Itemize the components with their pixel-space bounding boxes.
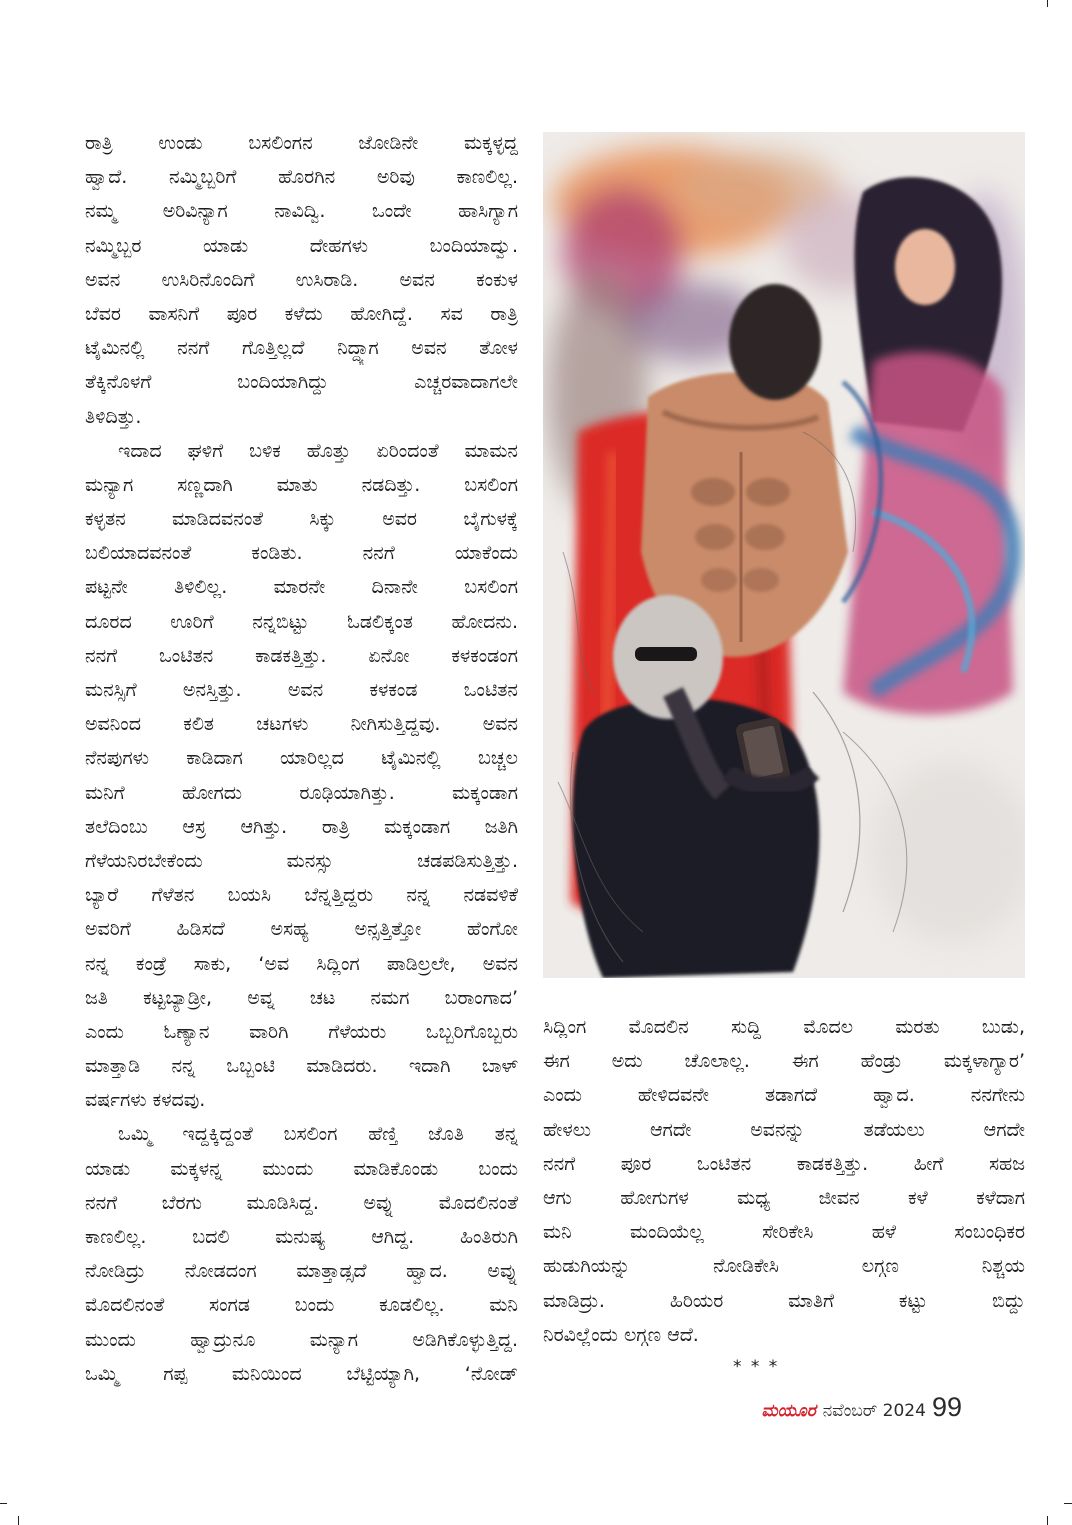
text-line: ತೆಕ್ಕಿನೊಳಗೆ ಬಂದಿಯಾಗಿದ್ದು ಎಚ್ಚರವಾದಾಗಲೇ	[85, 371, 518, 394]
text-line: ಮನ್ಯಾಗ ಸಣ್ಣದಾಗಿ ಮಾತು ನಡದಿತ್ತು. ಬಸಲಿಂಗ	[85, 473, 518, 496]
text-line: ಬಲಿಯಾದವನಂತೆ ಕಂಡಿತು. ನನಗೆ ಯಾಕೆಂದು	[85, 542, 518, 565]
text-line: ನಿರವಿಲ್ಲೆಂದು ಲಗ್ಗಣ ಆದೆ.	[543, 1323, 699, 1346]
text-line: ಮನಿ ಮಂದಿಯೆಲ್ಲ ಸೇರಿಕೇಸಿ ಹಳೆ ಸಂಬಂಧಿಕರ	[543, 1221, 1025, 1244]
dark-glasses	[635, 647, 697, 661]
text-line: ವರ್ಷಗಳು ಕಳದವು.	[85, 1089, 206, 1112]
text-line: ಗೆಳೆಯನಿರಬೇಕೆಂದು ಮನಸ್ಸು ಚಡಪಡಿಸುತ್ತಿತ್ತು.	[85, 849, 518, 872]
text-line: ಬೆವರ ವಾಸನಿಗೆ ಪೂರ ಕಳೆದು ಹೋಗಿದ್ದೆ. ಸವ ರಾತ್ರಿ	[85, 302, 518, 325]
text-line: ಪಟ್ಟನೇ ತಿಳಿಲಿಲ್ಲ. ಮಾರನೇ ದಿನಾನೇ ಬಸಲಿಂಗ	[85, 576, 518, 599]
text-line: ಅವರಿಗೆ ಹಿಡಿಸದೆ ಅಸಹ್ಯ ಅನ್ಸತ್ತಿತ್ತೋ ಹೆಂಗೋ	[85, 918, 518, 941]
crop-mark	[18, 1516, 19, 1525]
text-line: ತಲೆದಿಂಬು ಆಸ್ರ ಆಗಿತ್ತು. ರಾತ್ರಿ ಮಕ್ಕಂಡಾಗ ಜತಿಗಿ	[85, 815, 518, 838]
male-head	[729, 284, 821, 400]
text-line: ದೂರದ ಊರಿಗೆ ನನ್ನಬಿಟ್ಟು ಓಡಲಿಕ್ಕಂತ ಹೋದನು.	[85, 610, 518, 633]
section-break: * * *	[733, 1356, 780, 1377]
text-line: ತಿಳಿದಿತ್ತು.	[85, 405, 142, 428]
paragraph	[85, 434, 518, 1118]
text-line: ಒಮ್ಮಿ ಇದ್ದಕ್ಕಿದ್ದಂತೆ ಬಸಲಿಂಗ ಹೆಣ್ತಿ ಜೊತಿ ತನ್ನ	[118, 1123, 518, 1146]
crop-mark	[1047, 0, 1048, 7]
text-line: ನನಗೆ ಬೆರಗು ಮೂಡಿಸಿದ್ದ. ಅವ್ನು ಮೊದಲಿನಂತೆ	[85, 1191, 518, 1214]
painting	[543, 132, 1025, 978]
text-line: ನನಗೆ ಒಂಟಿತನ ಕಾಡಕತ್ತಿತ್ತು. ಏನೋ ಕಳಕಂಡಂಗ	[85, 644, 518, 667]
left-text-column	[85, 126, 518, 1391]
text-line: ಯಾಡು ಮಕ್ಕಳನ್ನ ಮುಂದು ಮಾಡಿಕೊಂಡು ಬಂದು	[85, 1157, 518, 1180]
woman-figure	[843, 177, 1013, 714]
text-line: ಅವನ ಉಸಿರಿನೊಂದಿಗೆ ಉಸಿರಾಡಿ. ಅವನ ಕಂಕುಳ	[85, 268, 518, 291]
text-line: ಮೊದಲಿನಂತೆ ಸಂಗಡ ಬಂದು ಕೂಡಲಿಲ್ಲ. ಮನಿ	[85, 1294, 518, 1317]
paragraph	[85, 1117, 518, 1391]
text-line: ನನಗೆ ಪೂರ ಒಂಟಿತನ ಕಾಡಕತ್ತಿತ್ತು. ಹೀಗೆ ಸಹಜ	[543, 1152, 1025, 1175]
text-line: ಅವನಿಂದ ಕಲಿತ ಚಟಗಳು ನೀಗಿಸುತ್ತಿದ್ದವು. ಅವನ	[85, 713, 518, 736]
text-line: ಒಮ್ಮಿ ಗಪ್ಪ ಮನಿಯಿಂದ ಬೆಟ್ಟಿಯ್ಯಾಗಿ, ‘ನೋಡ್	[85, 1362, 518, 1385]
crop-mark	[1047, 1516, 1048, 1525]
page-number: 99	[931, 1392, 962, 1422]
paragraph	[85, 126, 518, 434]
text-line: ಜತಿ ಕಟ್ಟಬ್ಯಾಡ್ರೀ, ಅವ್ನ ಚಟ ನಮಗ ಬರಾಂಗಾದ’	[85, 986, 518, 1009]
crop-mark	[1064, 1503, 1072, 1504]
text-line: ನಮ್ಮಿಬ್ಬರ ಯಾಡು ದೇಹಗಳು ಬಂದಿಯಾದ್ವು.	[85, 234, 518, 257]
text-line: ಮನಿಗೆ ಹೋಗದು ರೂಢಿಯಾಗಿತ್ತು. ಮಕ್ಕಂಡಾಗ	[85, 781, 518, 804]
text-line: ಹೇಳಲು ಆಗದೇ ಅವನನ್ನು ತಡೆಯಲು ಆಗದೇ	[543, 1118, 1025, 1141]
text-line: ಇದಾದ ಘಳಿಗೆ ಬಳಿಕ ಹೊತ್ತು ಏರಿಂದಂತೆ ಮಾಮನ	[118, 439, 518, 462]
magazine-logo: ಮಯೂರ	[761, 1401, 816, 1421]
text-line: ರಾತ್ರಿ ಉಂಡು ಬಸಲಿಂಗನ ಜೋಡಿನೇ ಮಕ್ಕಳ್ಳದ್ದ	[85, 132, 518, 154]
paragraph	[543, 1010, 1025, 1352]
text-line: ನಮ್ಮ ಅರಿವಿನ್ಯಾಗ ನಾವಿದ್ವಿ. ಒಂದೇ ಹಾಸಿಗ್ಯಾಗ	[85, 200, 518, 223]
text-line: ಸಿದ್ಲಿಂಗ ಮೊದಲಿನ ಸುದ್ದಿ ಮೊದಲ ಮರತು ಬುಡು,	[543, 1016, 1025, 1038]
text-line: ಕಳ್ಳತನ ಮಾಡಿದವನಂತೆ ಸಿಕ್ಕು ಅವರ ಬೈಗುಳಕ್ಕೆ	[85, 508, 518, 531]
story-illustration	[543, 132, 1025, 978]
text-line: ನೋಡಿದ್ರು ನೋಡದಂಗ ಮಾತ್ತಾಡ್ಸದೆ ಹ್ವಾದ. ಅವ್ನು	[85, 1260, 518, 1283]
text-line: ಹುಡುಗಿಯನ್ನು ನೋಡಿಕೇಸಿ ಲಗ್ಗಣ ನಿಶ್ಚಯ	[543, 1255, 1025, 1278]
text-line: ಟೈಮಿನಲ್ಲಿ ನನಗೆ ಗೊತ್ತಿಲ್ಲದೆ ನಿದ್ದ್ಯಾಗ ಅವನ ತೋಳ	[85, 337, 518, 360]
text-line: ಬ್ಯಾರೆ ಗೆಳೆತನ ಬಯಸಿ ಬೆನ್ನತ್ತಿದ್ದರು ನನ್ನ ನಡವಳಿಕೆ	[85, 884, 518, 907]
right-text-column	[543, 1010, 1025, 1382]
text-line: ಈಗ ಅದು ಚೊಲಾಲ್ಲ. ಈಗ ಹೆಂಡ್ರು ಮಕ್ಕಳಾಗ್ಯಾರ’	[543, 1050, 1025, 1073]
text-line: ಮಾಡಿದ್ರು. ಹಿರಿಯರ ಮಾತಿಗೆ ಕಟ್ಟು ಬಿದ್ದು	[543, 1289, 1025, 1312]
text-line: ನನ್ನ ಕಂಡ್ರೆ ಸಾಕು, ‘ಅವ ಸಿದ್ಲಿಂಗ ಪಾಡಿಲ್ರಲೇ, ಅವನ	[85, 952, 518, 975]
text-line: ಎಂದು ಹೇಳಿದವನೇ ತಡಾಗದೆ ಹ್ವಾದ. ನನಗೇನು	[543, 1084, 1025, 1107]
crop-mark	[0, 1503, 7, 1504]
text-line: ಮಾತ್ತಾಡಿ ನನ್ನ ಒಬ್ಬಂಟಿ ಮಾಡಿದರು. ಇದಾಗಿ ಬಾಳ್	[85, 1055, 518, 1078]
text-line: ಆಗು ಹೋಗುಗಳ ಮಧ್ಯ ಜೀವನ ಕಳೆ ಕಳೆದಾಗ	[543, 1186, 1025, 1209]
text-line: ಕಾಣಲಿಲ್ಲ. ಬದಲಿ ಮನುಷ್ಯ ಆಗಿದ್ದ. ಹಿಂತಿರುಗಿ	[85, 1226, 518, 1248]
text-line: ನೆನಪುಗಳು ಕಾಡಿದಾಗ ಯಾರಿಲ್ಲದ ಟೈಮಿನಲ್ಲಿ ಬಚ್ಚಲ	[85, 747, 518, 770]
issue-date: ನವೆಂಬರ್ 2024	[822, 1401, 926, 1421]
text-line: ಎಂದು ಓಣ್ಯಾನ ವಾರಿಗಿ ಗೆಳೆಯರು ಒಬ್ಬರಿಗೊಬ್ಬರು	[85, 1020, 518, 1043]
text-line: ಮುಂದು ಹ್ವಾದ್ರುನೂ ಮನ್ಯಾಗ ಅಡಿಗಿಕೊಳ್ಳುತ್ತಿದ್ದ.	[85, 1328, 518, 1351]
text-line: ಹ್ವಾದೆ. ನಮ್ಮಿಬ್ಬರಿಗೆ ಹೊರಗಿನ ಅರಿವು ಕಾಣಲಿಲ್ಲ.	[85, 166, 518, 189]
text-line: ಮನಸ್ಸಿಗೆ ಅನಸ್ತಿತ್ತು. ಅವನ ಕಳಕಂಡ ಒಂಟಿತನ	[85, 679, 518, 701]
page-footer	[761, 1392, 962, 1426]
